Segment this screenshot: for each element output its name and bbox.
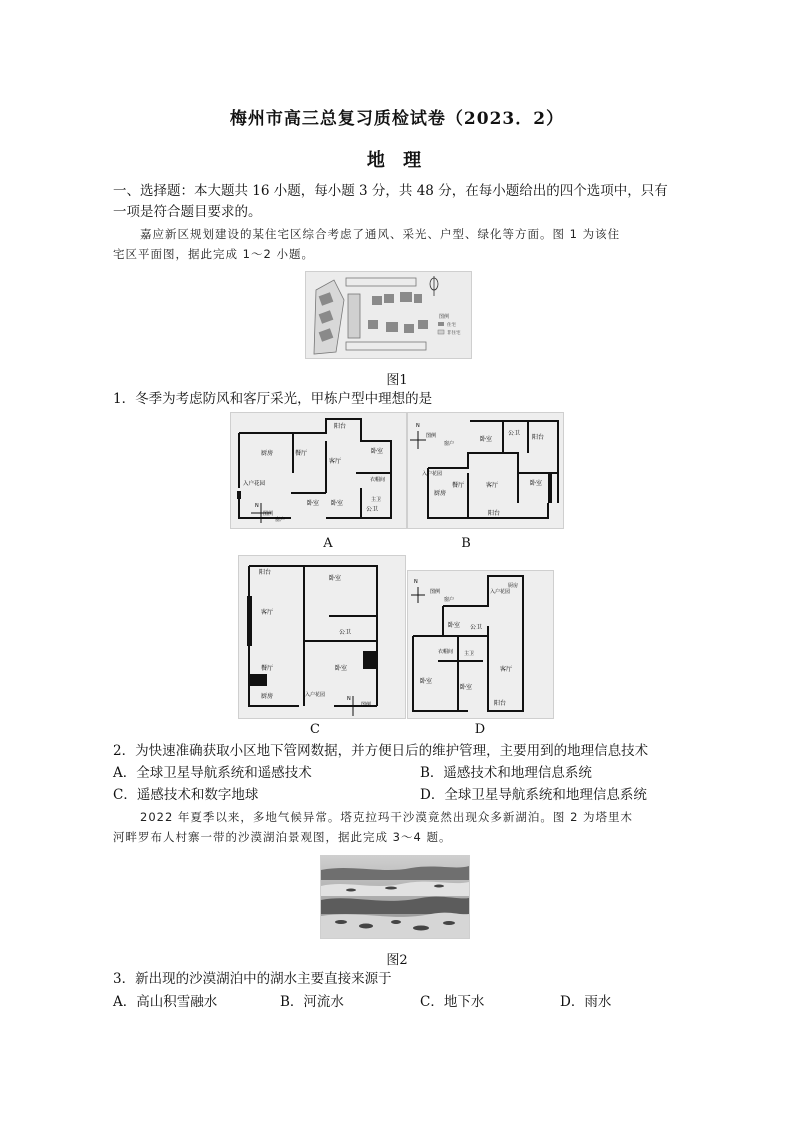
question3-option-b: B．河流水 (280, 994, 344, 1010)
section-instructions-line1: 一、选择题：本大题共 16 小题，每小题 3 分，共 48 分，在每小题给出的四个选项中，只有 (113, 183, 668, 199)
svg-text:卧室: 卧室 (420, 678, 433, 685)
floor-plan-a (230, 412, 407, 529)
plan-b-label: B (461, 536, 471, 551)
question3-option-c: C．地下水 (420, 994, 485, 1010)
passage1-line1: 嘉应新区规划建设的某住宅区综合考虑了通风、采光、户型、绿化等方面。图 1 为该住 (140, 227, 621, 241)
svg-text:窗户: 窗户 (444, 441, 455, 447)
svg-text:图例: 图例 (430, 589, 441, 595)
svg-text:入户花园: 入户花园 (490, 589, 511, 595)
exam-title: 梅州市高三总复习质检试卷（2023．2） (229, 109, 565, 129)
svg-text:入户花园: 入户花园 (243, 481, 266, 487)
svg-text:N: N (414, 579, 418, 585)
svg-text:衣帽间: 衣帽间 (370, 477, 386, 483)
fig1-legend-title: 图例 (439, 314, 450, 320)
svg-text:餐厅: 餐厅 (452, 482, 465, 489)
svg-text:N: N (255, 503, 259, 509)
svg-text:卧室: 卧室 (307, 500, 320, 507)
svg-text:窗户: 窗户 (444, 597, 455, 603)
question2-option-b: B．遥感技术和地理信息系统 (420, 765, 592, 781)
svg-text:图例: 图例 (263, 511, 274, 517)
svg-text:卧室: 卧室 (448, 622, 461, 629)
figure1-caption: 图1 (386, 373, 408, 388)
passage2-line2: 河畔罗布人村寨一带的沙漠湖泊景观图，据此完成 3～4 题。 (113, 830, 452, 844)
svg-text:厨房: 厨房 (261, 450, 274, 457)
svg-text:客厅: 客厅 (486, 482, 499, 489)
svg-text:客厅: 客厅 (329, 458, 342, 465)
svg-text:衣帽间: 衣帽间 (438, 649, 454, 655)
svg-text:阳台: 阳台 (488, 510, 501, 517)
svg-text:阳台: 阳台 (494, 700, 507, 707)
svg-text:厨房: 厨房 (261, 693, 274, 700)
svg-text:阳台: 阳台 (532, 434, 545, 441)
svg-text:厨房: 厨房 (508, 583, 519, 589)
svg-text:客厅: 客厅 (261, 609, 274, 616)
question2-option-c: C．遥感技术和数字地球 (113, 787, 259, 803)
svg-text:阳台: 阳台 (259, 569, 272, 576)
svg-text:主卫: 主卫 (371, 497, 382, 503)
fig1-legend-residential: 住宅 (447, 323, 456, 328)
site-plan-graphic (306, 272, 471, 358)
svg-text:公卫: 公卫 (366, 506, 379, 513)
svg-text:N: N (416, 423, 420, 429)
plan-d-label: D (474, 722, 486, 737)
floor-plan-d (407, 570, 554, 719)
section-instructions-line2: 一项是符合题目要求的。 (113, 204, 262, 220)
svg-text:公卫: 公卫 (508, 430, 521, 437)
question2-option-d: D．全球卫星导航系统和地理信息系统 (420, 787, 647, 803)
floor-plan-c (238, 555, 406, 719)
svg-text:窗户: 窗户 (275, 517, 286, 523)
svg-text:阳台: 阳台 (334, 423, 347, 430)
svg-text:卧室: 卧室 (371, 448, 384, 455)
svg-text:图例: 图例 (361, 702, 372, 708)
plan-a-label: A (323, 536, 333, 551)
question3-stem: 3．新出现的沙漠湖泊中的湖水主要直接来源于 (113, 971, 392, 987)
svg-text:图例: 图例 (426, 433, 437, 439)
svg-text:卧室: 卧室 (480, 436, 493, 443)
figure2-desert-lake-photo (320, 855, 470, 939)
svg-text:N: N (347, 696, 351, 702)
svg-text:厨房: 厨房 (434, 490, 447, 497)
svg-text:入户花园: 入户花园 (305, 692, 326, 698)
figure2-caption: 图2 (386, 953, 408, 968)
svg-text:卧室: 卧室 (331, 500, 344, 507)
question2-option-a: A．全球卫星导航系统和遥感技术 (113, 765, 312, 781)
question3-option-d: D．雨水 (560, 994, 612, 1010)
svg-text:客厅: 客厅 (500, 666, 513, 673)
svg-text:入户花园: 入户花园 (422, 471, 443, 477)
passage1-line2: 宅区平面图，据此完成 1～2 小题。 (113, 247, 314, 261)
svg-text:卧室: 卧室 (530, 480, 543, 487)
plan-c-label: C (310, 722, 320, 737)
svg-text:餐厅: 餐厅 (261, 665, 274, 672)
question3-option-a: A．高山积雪融水 (113, 994, 218, 1010)
svg-text:卧室: 卧室 (335, 665, 348, 672)
passage2-line1: 2022 年夏季以来，多地气候异常。塔克拉玛干沙漠竟然出现众多新湖泊。图 2 为塔里木 (140, 810, 634, 824)
question2-stem: 2．为快速准确获取小区地下管网数据，并方便日后的维护管理，主要用到的地理信息技术 (113, 743, 649, 759)
svg-text:公卫: 公卫 (339, 629, 352, 636)
figure1-site-plan (305, 271, 472, 359)
question1-stem: 1．冬季为考虑防风和客厅采光，甲栋户型中理想的是 (113, 391, 433, 407)
svg-text:主卫: 主卫 (464, 651, 475, 657)
svg-text:卧室: 卧室 (329, 575, 342, 582)
svg-text:公卫: 公卫 (470, 624, 483, 631)
fig1-legend-nonresidential: 非住宅 (447, 331, 461, 336)
svg-text:餐厅: 餐厅 (295, 450, 308, 457)
floor-plan-b (407, 412, 564, 529)
svg-text:卧室: 卧室 (460, 684, 473, 691)
subject-title: 地 理 (366, 150, 428, 171)
